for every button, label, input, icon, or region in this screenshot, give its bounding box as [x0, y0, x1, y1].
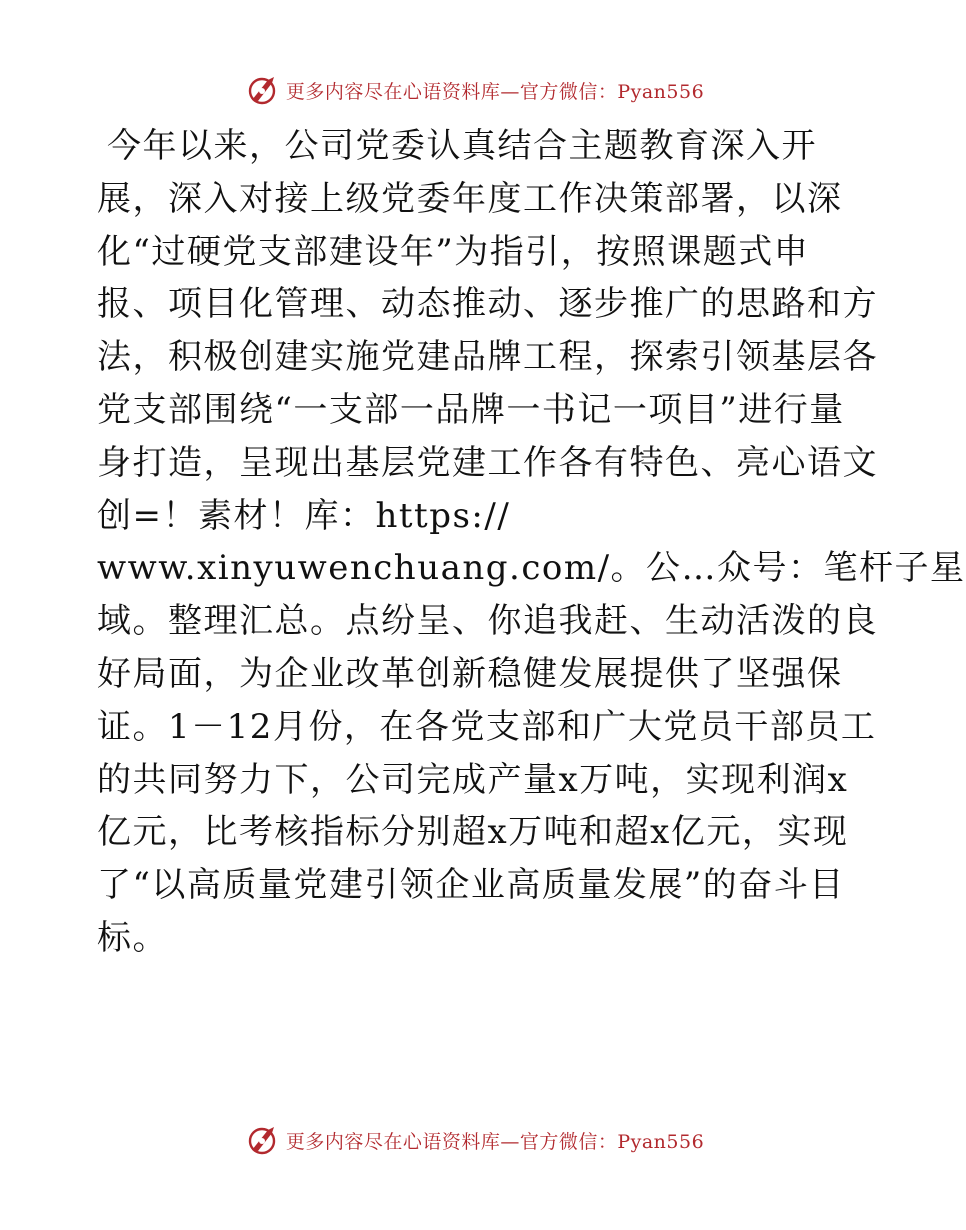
quill-pen-circle-icon — [246, 74, 278, 106]
paragraph-line: 法，积极创建实施党建品牌工程，探索引领基层各 — [97, 337, 878, 378]
paragraph-line: 了“以高质量党建引领企业高质量发展”的奋斗目 — [97, 865, 845, 906]
header-banner-text: 更多内容尽在心语资料库—官方微信：Pyan556 — [285, 80, 705, 103]
paragraph-line: 的共同努力下，公司完成产量x万吨，实现利润x — [97, 759, 849, 800]
paragraph-line: www.xinyuwenchuang.com/。公…众号：笔杆子星 — [97, 548, 966, 589]
paragraph-line: 证。1－12月份，在各党支部和广大党员干部员工 — [97, 706, 877, 747]
paragraph-line: 党支部围绕“一支部一品牌一书记一项目”进行量 — [97, 389, 845, 430]
paragraph-line: 创=！素材！库：https:// — [97, 495, 511, 536]
paragraph-line: 今年以来，公司党委认真结合主题教育深入开 — [107, 126, 817, 166]
footer-banner — [0, 1120, 950, 1160]
paragraph-line: 好局面，为企业改革创新稳健发展提供了坚强保 — [97, 653, 843, 694]
paragraph-line: 报、项目化管理、动态推动、逐步推广的思路和方 — [97, 284, 878, 325]
paragraph-line: 展，深入对接上级党委年度工作决策部署，以深 — [97, 178, 843, 219]
paragraph-line: 域。整理汇总。点纷呈、你追我赶、生动活泼的良 — [97, 601, 878, 642]
paragraph-line: 身打造，呈现出基层党建工作各有特色、亮心语文 — [97, 442, 878, 483]
paragraph-line: 化“过硬党支部建设年”为指引，按照课题式申 — [97, 231, 810, 272]
header-banner — [0, 70, 950, 110]
quill-pen-circle-icon — [246, 1124, 278, 1156]
document-body — [97, 120, 966, 965]
footer-banner-text: 更多内容尽在心语资料库—官方微信：Pyan556 — [285, 1130, 705, 1153]
paragraph-line: 标。 — [97, 917, 168, 958]
paragraph-line: 亿元，比考核指标分别超x万吨和超x亿元，实现 — [97, 812, 849, 853]
